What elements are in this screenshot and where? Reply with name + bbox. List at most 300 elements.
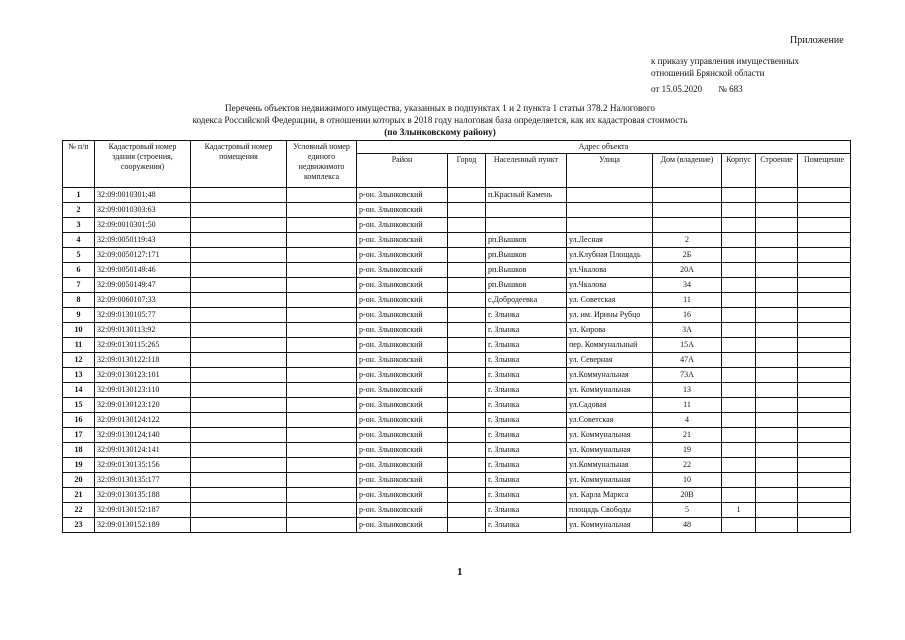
cell-settlement: г. Злынка <box>486 368 567 383</box>
cell-settlement: п.Красный Камень <box>486 188 567 203</box>
cell-street: ул.Лесная <box>567 233 653 248</box>
cell-house: 11 <box>653 293 722 308</box>
cell-district: р-он. Злынковский <box>357 458 448 473</box>
cell-conditional-number <box>287 383 357 398</box>
header-city: Город <box>448 154 486 188</box>
cell-korpus <box>722 338 756 353</box>
header-cadastral-building: Кадастровый номер здания (строения, сооружения) <box>95 141 191 188</box>
property-table <box>62 140 851 533</box>
cell-house: 3А <box>653 323 722 338</box>
cell-cadastral-room <box>191 203 287 218</box>
cell-cadastral-building: 32:09:0130113:92 <box>95 323 191 338</box>
cell-city <box>448 293 486 308</box>
cell-cadastral-building: 32:09:0010301:48 <box>95 188 191 203</box>
cell-cadastral-room <box>191 413 287 428</box>
cell-num: 2 <box>63 203 95 218</box>
cell-building <box>756 188 798 203</box>
cell-cadastral-room <box>191 488 287 503</box>
cell-cadastral-building: 32:09:0130124:140 <box>95 428 191 443</box>
table-row <box>63 323 851 338</box>
cell-num: 20 <box>63 473 95 488</box>
cell-district: р-он. Злынковский <box>357 308 448 323</box>
table-row <box>63 458 851 473</box>
order-date-line <box>651 84 743 94</box>
cell-cadastral-building: 32:09:0050149:46 <box>95 263 191 278</box>
appendix-label: Приложение <box>790 35 844 46</box>
cell-building <box>756 488 798 503</box>
cell-house <box>653 218 722 233</box>
cell-room <box>798 488 851 503</box>
cell-district: р-он. Злынковский <box>357 518 448 533</box>
cell-city <box>448 203 486 218</box>
cell-cadastral-building: 32:09:0130123:110 <box>95 383 191 398</box>
cell-building <box>756 383 798 398</box>
cell-street: ул.Чкалова <box>567 278 653 293</box>
cell-cadastral-room <box>191 263 287 278</box>
cell-street: ул. Карла Маркса <box>567 488 653 503</box>
cell-house: 19 <box>653 443 722 458</box>
cell-room <box>798 323 851 338</box>
cell-house: 15А <box>653 338 722 353</box>
cell-korpus <box>722 233 756 248</box>
cell-room <box>798 518 851 533</box>
cell-district: р-он. Злынковский <box>357 353 448 368</box>
cell-house: 16 <box>653 308 722 323</box>
table-row <box>63 308 851 323</box>
cell-settlement: рп.Вышков <box>486 278 567 293</box>
cell-district: р-он. Злынковский <box>357 413 448 428</box>
page-number: 1 <box>457 566 463 578</box>
cell-building <box>756 428 798 443</box>
order-number: № 683 <box>718 84 743 94</box>
cell-building <box>756 503 798 518</box>
table-row <box>63 383 851 398</box>
table-row <box>63 413 851 428</box>
cell-num: 9 <box>63 308 95 323</box>
cell-settlement: г. Злынка <box>486 458 567 473</box>
cell-street: ул.Чкалова <box>567 263 653 278</box>
cell-city <box>448 518 486 533</box>
cell-district: р-он. Злынковский <box>357 488 448 503</box>
cell-house: 20А <box>653 263 722 278</box>
cell-settlement: г. Злынка <box>486 488 567 503</box>
cell-district: р-он. Злынковский <box>357 473 448 488</box>
cell-city <box>448 263 486 278</box>
cell-house <box>653 203 722 218</box>
cell-building <box>756 233 798 248</box>
cell-korpus <box>722 278 756 293</box>
cell-district: р-он. Злынковский <box>357 503 448 518</box>
table-row <box>63 233 851 248</box>
cell-num: 6 <box>63 263 95 278</box>
cell-cadastral-room <box>191 473 287 488</box>
cell-cadastral-building: 32:09:0130152:189 <box>95 518 191 533</box>
cell-room <box>798 338 851 353</box>
cell-settlement: г. Злынка <box>486 473 567 488</box>
cell-city <box>448 278 486 293</box>
cell-house: 20В <box>653 488 722 503</box>
cell-street: ул.Садовая <box>567 398 653 413</box>
cell-cadastral-room <box>191 188 287 203</box>
cell-district: р-он. Злынковский <box>357 428 448 443</box>
order-date: от 15.05.2020 <box>651 84 703 94</box>
cell-city <box>448 428 486 443</box>
table-row <box>63 398 851 413</box>
cell-district: р-он. Злынковский <box>357 248 448 263</box>
cell-building <box>756 518 798 533</box>
cell-num: 13 <box>63 368 95 383</box>
cell-num: 7 <box>63 278 95 293</box>
cell-city <box>448 323 486 338</box>
cell-city <box>448 383 486 398</box>
cell-conditional-number <box>287 488 357 503</box>
cell-num: 21 <box>63 488 95 503</box>
cell-cadastral-room <box>191 278 287 293</box>
cell-cadastral-room <box>191 518 287 533</box>
cell-building <box>756 473 798 488</box>
cell-settlement <box>486 218 567 233</box>
cell-room <box>798 203 851 218</box>
cell-room <box>798 308 851 323</box>
cell-district: р-он. Злынковский <box>357 368 448 383</box>
cell-cadastral-building: 32:09:0060107:33 <box>95 293 191 308</box>
cell-korpus <box>722 488 756 503</box>
cell-settlement: рп.Вышков <box>486 248 567 263</box>
header-room: Помещение <box>798 154 851 188</box>
cell-building <box>756 443 798 458</box>
cell-cadastral-building: 32:09:0050127:171 <box>95 248 191 263</box>
cell-room <box>798 383 851 398</box>
cell-settlement: г. Злынка <box>486 443 567 458</box>
cell-city <box>448 473 486 488</box>
cell-house: 10 <box>653 473 722 488</box>
cell-conditional-number <box>287 503 357 518</box>
cell-cadastral-room <box>191 308 287 323</box>
cell-room <box>798 278 851 293</box>
cell-cadastral-building: 32:09:0130122:118 <box>95 353 191 368</box>
table-row <box>63 203 851 218</box>
cell-conditional-number <box>287 473 357 488</box>
header-street: Улица <box>567 154 653 188</box>
cell-num: 10 <box>63 323 95 338</box>
cell-building <box>756 338 798 353</box>
cell-cadastral-building: 32:09:0130152:187 <box>95 503 191 518</box>
cell-conditional-number <box>287 203 357 218</box>
cell-building <box>756 203 798 218</box>
cell-room <box>798 293 851 308</box>
cell-district: р-он. Злынковский <box>357 443 448 458</box>
cell-conditional-number <box>287 188 357 203</box>
cell-room <box>798 428 851 443</box>
document-title <box>150 102 730 138</box>
cell-settlement: г. Злынка <box>486 518 567 533</box>
cell-num: 4 <box>63 233 95 248</box>
cell-district: р-он. Злынковский <box>357 188 448 203</box>
cell-cadastral-building: 32:09:0010301:50 <box>95 218 191 233</box>
cell-room <box>798 233 851 248</box>
cell-korpus <box>722 203 756 218</box>
cell-cadastral-room <box>191 353 287 368</box>
cell-city <box>448 413 486 428</box>
cell-cadastral-building: 32:09:0130135:156 <box>95 458 191 473</box>
cell-korpus <box>722 383 756 398</box>
cell-cadastral-building: 32:09:0130123:120 <box>95 398 191 413</box>
table-row <box>63 278 851 293</box>
cell-building <box>756 308 798 323</box>
header-house: Дом (владение) <box>653 154 722 188</box>
cell-conditional-number <box>287 323 357 338</box>
cell-building <box>756 293 798 308</box>
cell-korpus <box>722 398 756 413</box>
cell-korpus <box>722 353 756 368</box>
table-row <box>63 338 851 353</box>
cell-num: 8 <box>63 293 95 308</box>
cell-room <box>798 398 851 413</box>
cell-room <box>798 353 851 368</box>
cell-conditional-number <box>287 458 357 473</box>
cell-house: 13 <box>653 383 722 398</box>
cell-room <box>798 248 851 263</box>
cell-korpus <box>722 368 756 383</box>
cell-cadastral-building: 32:09:0050149:47 <box>95 278 191 293</box>
cell-settlement: г. Злынка <box>486 428 567 443</box>
cell-city <box>448 488 486 503</box>
cell-settlement: рп.Вышков <box>486 233 567 248</box>
cell-settlement: г. Злынка <box>486 308 567 323</box>
cell-house: 2 <box>653 233 722 248</box>
cell-house: 22 <box>653 458 722 473</box>
cell-building <box>756 278 798 293</box>
header-settlement: Населенный пункт <box>486 154 567 188</box>
cell-cadastral-room <box>191 503 287 518</box>
cell-district: р-он. Злынковский <box>357 233 448 248</box>
cell-district: р-он. Злынковский <box>357 398 448 413</box>
cell-street: ул. Советская <box>567 293 653 308</box>
table-row <box>63 503 851 518</box>
cell-cadastral-building: 32:09:0130135:188 <box>95 488 191 503</box>
cell-street: ул.Коммунальная <box>567 368 653 383</box>
cell-cadastral-building: 32:09:0130105:77 <box>95 308 191 323</box>
cell-city <box>448 218 486 233</box>
cell-house: 21 <box>653 428 722 443</box>
cell-conditional-number <box>287 263 357 278</box>
cell-city <box>448 308 486 323</box>
cell-city <box>448 458 486 473</box>
header-num: № п/п <box>63 141 95 188</box>
cell-room <box>798 443 851 458</box>
cell-building <box>756 248 798 263</box>
cell-cadastral-room <box>191 383 287 398</box>
cell-house: 48 <box>653 518 722 533</box>
cell-cadastral-room <box>191 428 287 443</box>
header-korpus: Корпус <box>722 154 756 188</box>
table-row <box>63 443 851 458</box>
cell-room <box>798 413 851 428</box>
cell-house: 11 <box>653 398 722 413</box>
cell-korpus: 1 <box>722 503 756 518</box>
cell-cadastral-room <box>191 248 287 263</box>
cell-conditional-number <box>287 218 357 233</box>
cell-conditional-number <box>287 413 357 428</box>
table-row <box>63 218 851 233</box>
cell-city <box>448 338 486 353</box>
cell-city <box>448 353 486 368</box>
cell-house: 5 <box>653 503 722 518</box>
cell-building <box>756 368 798 383</box>
cell-settlement: г. Злынка <box>486 398 567 413</box>
cell-num: 23 <box>63 518 95 533</box>
cell-cadastral-room <box>191 443 287 458</box>
cell-cadastral-room <box>191 323 287 338</box>
cell-district: р-он. Злынковский <box>357 218 448 233</box>
cell-cadastral-room <box>191 458 287 473</box>
cell-district: р-он. Злынковский <box>357 293 448 308</box>
cell-conditional-number <box>287 293 357 308</box>
cell-street: ул.Клубная Площадь <box>567 248 653 263</box>
cell-korpus <box>722 428 756 443</box>
cell-district: р-он. Злынковский <box>357 383 448 398</box>
cell-korpus <box>722 293 756 308</box>
cell-room <box>798 218 851 233</box>
cell-settlement <box>486 203 567 218</box>
cell-house: 34 <box>653 278 722 293</box>
cell-district: р-он. Злынковский <box>357 263 448 278</box>
cell-korpus <box>722 518 756 533</box>
table-row <box>63 353 851 368</box>
cell-cadastral-building: 32:09:0010303:63 <box>95 203 191 218</box>
cell-street: ул. Северная <box>567 353 653 368</box>
cell-house: 4 <box>653 413 722 428</box>
cell-settlement: г. Злынка <box>486 338 567 353</box>
cell-conditional-number <box>287 308 357 323</box>
header-address: Адрес объекта <box>357 141 851 154</box>
cell-street: ул. Коммунальная <box>567 473 653 488</box>
cell-room <box>798 188 851 203</box>
cell-num: 14 <box>63 383 95 398</box>
cell-num: 11 <box>63 338 95 353</box>
table-row <box>63 263 851 278</box>
cell-num: 1 <box>63 188 95 203</box>
cell-street: ул. им. Ирины Рубцо <box>567 308 653 323</box>
cell-street <box>567 218 653 233</box>
cell-cadastral-building: 32:09:0050119:43 <box>95 233 191 248</box>
cell-settlement: г. Злынка <box>486 323 567 338</box>
cell-korpus <box>722 473 756 488</box>
cell-cadastral-building: 32:09:0130115:265 <box>95 338 191 353</box>
table-row <box>63 473 851 488</box>
table-row <box>63 368 851 383</box>
cell-cadastral-room <box>191 233 287 248</box>
cell-num: 12 <box>63 353 95 368</box>
cell-settlement: г. Злынка <box>486 353 567 368</box>
cell-district: р-он. Злынковский <box>357 338 448 353</box>
cell-num: 19 <box>63 458 95 473</box>
cell-conditional-number <box>287 398 357 413</box>
cell-settlement: с.Добродеевка <box>486 293 567 308</box>
cell-korpus <box>722 458 756 473</box>
table-row <box>63 518 851 533</box>
cell-room <box>798 473 851 488</box>
cell-settlement: г. Злынка <box>486 413 567 428</box>
cell-cadastral-building: 32:09:0130124:122 <box>95 413 191 428</box>
cell-street: ул. Коммунальная <box>567 518 653 533</box>
cell-cadastral-room <box>191 218 287 233</box>
cell-building <box>756 323 798 338</box>
cell-room <box>798 503 851 518</box>
cell-conditional-number <box>287 233 357 248</box>
order-reference-line2: отношений Брянской области <box>651 68 765 78</box>
cell-conditional-number <box>287 353 357 368</box>
table-row <box>63 248 851 263</box>
cell-korpus <box>722 263 756 278</box>
cell-korpus <box>722 308 756 323</box>
cell-num: 5 <box>63 248 95 263</box>
cell-street: ул.Коммунальная <box>567 458 653 473</box>
cell-room <box>798 458 851 473</box>
cell-city <box>448 248 486 263</box>
cell-conditional-number <box>287 338 357 353</box>
cell-korpus <box>722 443 756 458</box>
cell-num: 16 <box>63 413 95 428</box>
cell-street: пер. Коммунальный <box>567 338 653 353</box>
cell-street: ул. Коммунальная <box>567 443 653 458</box>
cell-city <box>448 503 486 518</box>
cell-building <box>756 413 798 428</box>
cell-house: 47А <box>653 353 722 368</box>
cell-city <box>448 443 486 458</box>
cell-conditional-number <box>287 368 357 383</box>
cell-room <box>798 368 851 383</box>
cell-conditional-number <box>287 443 357 458</box>
cell-settlement: г. Злынка <box>486 503 567 518</box>
cell-korpus <box>722 188 756 203</box>
cell-num: 3 <box>63 218 95 233</box>
cell-building <box>756 263 798 278</box>
cell-cadastral-building: 32:09:0130123:101 <box>95 368 191 383</box>
cell-cadastral-room <box>191 293 287 308</box>
header-district: Район <box>357 154 448 188</box>
cell-building <box>756 353 798 368</box>
title-line-1: Перечень объектов недвижимого имущества, указанных в подпунктах 1 и 2 пункта 1 статьи 378.2 Налогового <box>225 103 655 113</box>
cell-street: ул. Коммунальная <box>567 383 653 398</box>
header-building: Строение <box>756 154 798 188</box>
cell-num: 15 <box>63 398 95 413</box>
cell-cadastral-room <box>191 398 287 413</box>
cell-cadastral-building: 32:09:0130135:177 <box>95 473 191 488</box>
cell-city <box>448 368 486 383</box>
cell-num: 17 <box>63 428 95 443</box>
cell-korpus <box>722 413 756 428</box>
cell-street: ул. Коммунальная <box>567 428 653 443</box>
title-district: (по Злынковскому району) <box>384 127 496 137</box>
cell-num: 22 <box>63 503 95 518</box>
cell-street <box>567 203 653 218</box>
cell-street <box>567 188 653 203</box>
table-row <box>63 293 851 308</box>
header-cadastral-room: Кадастровый номер помещения <box>191 141 287 188</box>
order-reference-line1: к приказу управления имущественных <box>651 56 800 66</box>
cell-house: 73А <box>653 368 722 383</box>
cell-conditional-number <box>287 518 357 533</box>
cell-conditional-number <box>287 248 357 263</box>
header-conditional-number: Условный номер единого недвижимого комплекса <box>287 141 357 188</box>
cell-district: р-он. Злынковский <box>357 323 448 338</box>
title-line-2: кодекса Российской Федерации, в отношении которых в 2018 году налоговая база определяется, как их кадастровая стоимость <box>192 115 688 125</box>
cell-num: 18 <box>63 443 95 458</box>
cell-korpus <box>722 323 756 338</box>
cell-cadastral-room <box>191 338 287 353</box>
cell-conditional-number <box>287 428 357 443</box>
